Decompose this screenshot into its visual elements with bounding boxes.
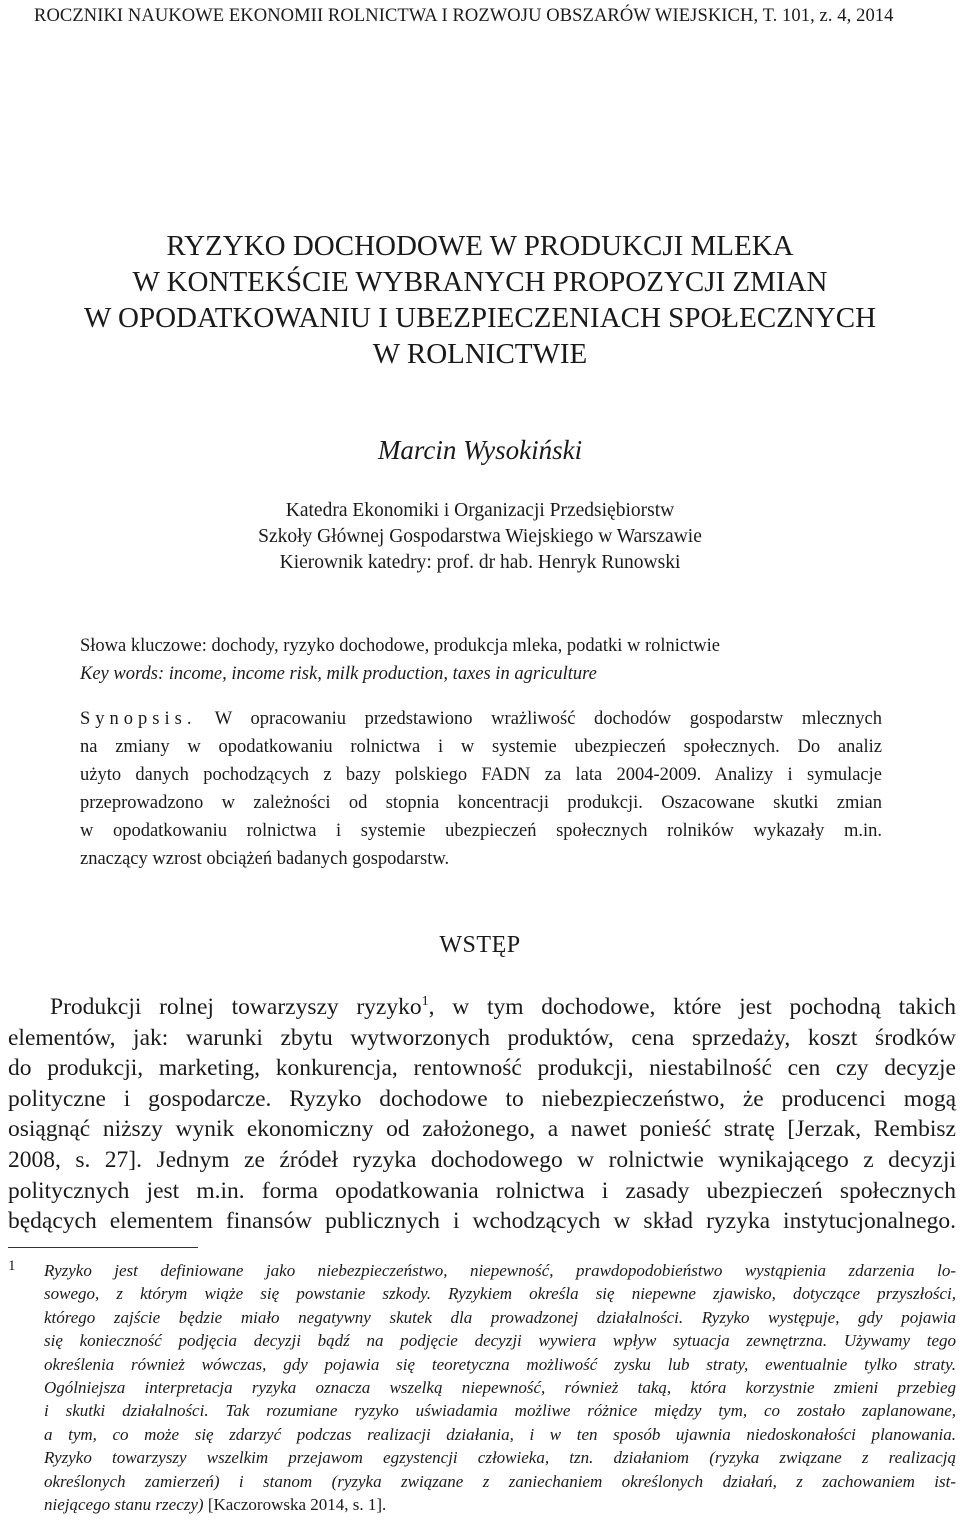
footnote-line: określonych zamierzeń) i stanom (ryzyka związane z zaniechaniem określonych działań, z zachowaniem ist- bbox=[44, 1471, 956, 1491]
body-line: polityczne i gospodarcze. Ryzyko dochodowe to niebezpieczeństwo, że producenci mogą bbox=[8, 1085, 956, 1112]
synopsis bbox=[80, 705, 882, 873]
footnote-line: którego zajście będzie miało negatywny skutek dla prowadzonej działalności. Ryzyko występuje, gdy pojawia bbox=[44, 1307, 956, 1327]
synopsis-line: w opodatkowaniu rolnictwa i systemie ubezpieczeń społecznych rolników wykazały m.in. bbox=[80, 821, 882, 841]
footnote-line: Ryzyko jest definiowane jako niebezpieczeństwo, niepewność, prawdopodobieństwo wystąpienia zdarzenia lo- bbox=[44, 1261, 956, 1280]
body-line: politycznych jest m.in. forma opodatkowania rolnictwa i zasady ubezpieczeń społecznych bbox=[8, 1177, 956, 1204]
section-heading: WSTĘP bbox=[439, 932, 521, 958]
synopsis-line: znaczący wzrost obciążeń badanych gospodarstw. bbox=[80, 849, 450, 869]
body-paragraph bbox=[8, 992, 956, 1237]
footnote-line: się konieczność podjęcia decyzji bądź na podjęcie decyzji wywiera wpływ sytuacja zewnętrzna. Używamy tego bbox=[44, 1331, 956, 1351]
synopsis-line: na zmiany w opodatkowaniu rolnictwa i w systemie ubezpieczeń społecznych. Do analiz bbox=[80, 737, 882, 757]
footnote-citation: [Kaczorowska 2014, s. 1]. bbox=[207, 1495, 387, 1515]
affiliation-line: Katedra Ekonomiki i Organizacji Przedsiębiorstw bbox=[285, 500, 675, 521]
affiliation bbox=[0, 498, 960, 576]
body-text: Produkcji rolnej towarzyszy ryzyko bbox=[50, 994, 422, 1020]
footnote-line: a tym, co może się zdarzyć podczas realizacji działania, i w ten sposób ujawnia niedoskonałości planowania. bbox=[44, 1424, 956, 1444]
body-text: , w tym dochodowe, które jest pochodną takich bbox=[428, 994, 957, 1020]
footnote-ref: 1 bbox=[421, 993, 429, 1010]
title-line: W OPODATKOWANIU I UBEZPIECZENIACH SPOŁECZNYCH bbox=[83, 302, 877, 334]
footnote-number: 1 bbox=[8, 1258, 16, 1274]
title-line: W ROLNICTWIE bbox=[372, 338, 588, 370]
affiliation-line: Szkoły Głównej Gospodarstwa Wiejskiego w Warszawie bbox=[258, 526, 702, 547]
journal-header: ROCZNIKI NAUKOWE EKONOMII ROLNICTWA I ROZWOJU OBSZARÓW WIEJSKICH, T. 101, z. 4, 2014 bbox=[34, 6, 894, 26]
footnote bbox=[44, 1259, 956, 1516]
body-line bbox=[8, 992, 956, 1023]
footnote-line: sowego, z którym wiąże się powstanie szkody. Ryzykiem określa się niepewne zjawisko, dotyczące przyszłości, bbox=[44, 1284, 956, 1304]
footnote-line: Ryzyko towarzyszy wszelkim przejawom egzystencji człowieka, tzn. działaniom (ryzyka związane z realizacją bbox=[44, 1448, 956, 1468]
footnote-separator bbox=[8, 1247, 198, 1248]
synopsis-line bbox=[80, 705, 882, 733]
footnote-line: i skutki działalności. Tak rozumiane ryzyko uświadamia możliwe różnice między tym, co zostało zaplanowane, bbox=[44, 1401, 956, 1421]
keywords-english: Key words: income, income risk, milk production, taxes in agriculture bbox=[80, 664, 597, 684]
synopsis-line: przeprowadzono w zależności od stopnia koncentracji produkcji. Oszacowane skutki zmian bbox=[80, 793, 882, 813]
footnote-line bbox=[44, 1493, 956, 1516]
author-name: Marcin Wysokiński bbox=[377, 435, 583, 465]
title-line: W KONTEKŚCIE WYBRANYCH PROPOZYCJI ZMIAN bbox=[132, 266, 828, 298]
footnote-text: niejącego stanu rzeczy) bbox=[44, 1495, 204, 1515]
synopsis-line: użyto danych pochodzących z bazy polskiego FADN za lata 2004-2009. Analizy i symulacje bbox=[80, 765, 882, 785]
keywords-polish: Słowa kluczowe: dochody, ryzyko dochodowe, produkcja mleka, podatki w rolnictwie bbox=[80, 636, 720, 656]
affiliation-line: Kierownik katedry: prof. dr hab. Henryk Runowski bbox=[279, 552, 681, 573]
synopsis-label: Synopsis. bbox=[80, 709, 197, 729]
article-title bbox=[0, 228, 960, 372]
body-line: do produkcji, marketing, konkurencja, rentowność produkcji, niestabilność cen czy decyzje bbox=[8, 1055, 956, 1082]
footnote-line: określenia również wówczas, gdy pojawia się teoretyczna możliwość zysku lub straty, ewentualnie tylko straty. bbox=[44, 1354, 956, 1374]
footnote-line: Ogólniejsza interpretacja ryzyka oznacza wszelką niepewność, również taką, która korzystnie zmieni przebieg bbox=[44, 1378, 956, 1398]
title-line: RYZYKO DOCHODOWE W PRODUKCJI MLEKA bbox=[166, 230, 794, 262]
keywords-block bbox=[80, 632, 900, 688]
body-line: będących elementem finansów publicznych i wchodzących w skład ryzyka instytucjonalnego. bbox=[8, 1208, 956, 1235]
body-line: 2008, s. 27]. Jednym ze źródeł ryzyka dochodowego w rolnictwie wynikającego z decyzji bbox=[8, 1146, 956, 1173]
body-line: osiągnąć niższy wynik ekonomiczny od założonego, a nawet ponieść stratę [Jerzak, Rembisz bbox=[8, 1116, 956, 1143]
body-line: elementów, jak: warunki zbytu wytworzonych produktów, cena sprzedaży, koszt środków bbox=[8, 1024, 956, 1051]
synopsis-text: W opracowaniu przedstawiono wrażliwość dochodów gospodarstw mlecznych bbox=[214, 709, 883, 729]
